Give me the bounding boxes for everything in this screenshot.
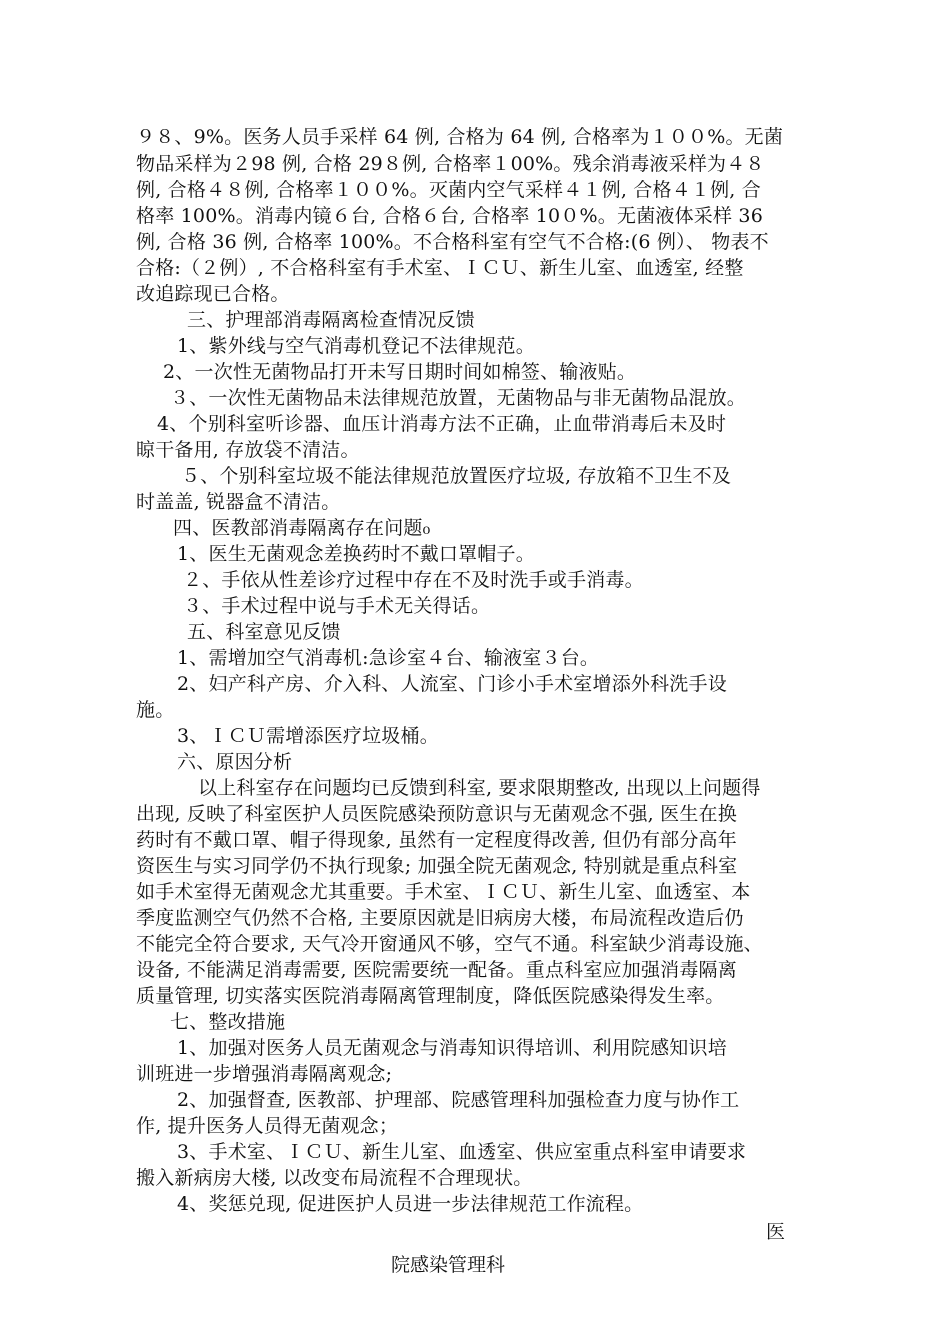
paragraph-line: 如手术室得无菌观念尤其重要。手术室、ＩＣＵ、新生儿室、血透室、本: [136, 881, 751, 903]
section-heading: 七、整改措施: [170, 1011, 286, 1033]
list-item: 1、紫外线与空气消毒机登记不法律规范。: [177, 335, 535, 357]
list-item: ３、手术过程中说与手术无关得话。: [183, 595, 491, 617]
list-item: 4、个别科室听诊器、血压计消毒方法不正确，止血带消毒后未及时: [157, 413, 727, 435]
paragraph-line: 药时有不戴口罩、帽子得现象, 虽然有一定程度得改善, 但仍有部分高年: [136, 829, 737, 851]
paragraph-line: 资医生与实习同学仍不执行现象; 加强全院无菌观念, 特别就是重点科室: [136, 855, 738, 877]
paragraph-line: 质量管理, 切实落实医院消毒隔离管理制度，降低医院感染得发生率。: [136, 985, 725, 1007]
list-item-continuation: 搬入新病房大楼, 以改变布局流程不合理现状。: [136, 1167, 533, 1189]
list-item: ５、个别科室垃圾不能法律规范放置医疗垃圾, 存放箱不卫生不及: [181, 465, 732, 487]
list-item-continuation: 晾干备用, 存放袋不清洁。: [136, 439, 360, 461]
list-item-continuation: 施。: [136, 699, 175, 721]
paragraph-line: 季度监测空气仍然不合格, 主要原因就是旧病房大楼，布局流程改造后仍: [136, 907, 744, 929]
paragraph-line: 不能完全符合要求, 天气冷开窗通风不够，空气不通。科室缺少消毒设施、: [136, 933, 763, 955]
section-heading: 五、科室意见反馈: [187, 621, 341, 643]
section-heading: 三、护理部消毒隔离检查情况反馈: [187, 309, 476, 331]
list-item: ３、一次性无菌物品未法律规范放置，无菌物品与非无菌物品混放。: [170, 387, 747, 409]
signature-line-2: 院感染管理科: [391, 1254, 506, 1276]
list-item: 2、一次性无菌物品打开未写日期时间如棉签、输液贴。: [163, 361, 637, 383]
list-item: 3、手术室、ＩＣＵ、新生儿室、血透室、供应室重点科室申请要求: [177, 1141, 747, 1163]
list-item: 2、加强督查, 医教部、护理部、院感管理科加强检查力度与协作工: [177, 1089, 740, 1111]
section-heading: 四、医教部消毒隔离存在问题₀: [173, 517, 431, 539]
body-line: 例, 合格 36 例, 合格率 100%。不合格科室有空气不合格:(6 例）、 物表不: [136, 231, 769, 253]
list-item-continuation: 训班进一步增强消毒隔离观念;: [136, 1063, 393, 1085]
body-line: 物品采样为２98 例, 合格 29８例, 合格率１00%。残余消毒液采样为４８: [136, 153, 765, 175]
list-item-continuation: 时盖盖, 锐器盒不清洁。: [136, 491, 341, 513]
list-item: 1、需增加空气消毒机:急诊室４台、输液室３台。: [177, 647, 600, 669]
body-line: ９８、9%。医务人员手采样 64 例, 合格为 64 例, 合格率为１００%。无菌: [136, 126, 784, 148]
section-heading: 六、原因分析: [177, 751, 293, 773]
list-item-continuation: 作, 提升医务人员得无菌观念；: [136, 1115, 399, 1137]
list-item: 1、加强对医务人员无菌观念与消毒知识得培训、利用院感知识培: [177, 1037, 727, 1059]
paragraph-line: 以上科室存在问题均已反馈到科室, 要求限期整改, 出现以上问题得: [198, 777, 761, 799]
list-item: 3、ＩＣＵ需增添医疗垃圾桶。: [177, 725, 439, 747]
list-item: 2、妇产科产房、介入科、人流室、门诊小手术室增添外科洗手设: [177, 673, 727, 695]
signature-line-1: 医: [766, 1221, 786, 1243]
list-item: ２、手依从性差诊疗过程中存在不及时洗手或手消毒。: [183, 569, 644, 591]
list-item: 4、奖惩兑现, 促进医护人员进一步法律规范工作流程。: [177, 1193, 644, 1215]
body-line: 改追踪现已合格。: [136, 283, 290, 305]
body-line: 格率 100%。消毒内镜６台, 合格６台, 合格率 10０%。无菌液体采样 36: [136, 205, 764, 227]
body-line: 合格:（２例）, 不合格科室有手术室、ＩＣＵ、新生儿室、血透室, 经整: [136, 257, 744, 279]
list-item: 1、医生无菌观念差换药时不戴口罩帽子。: [177, 543, 535, 565]
paragraph-line: 出现, 反映了科室医护人员医院感染预防意识与无菌观念不强, 医生在换: [136, 803, 737, 825]
body-line: 例, 合格４８例, 合格率１００%。灭菌内空气采样４１例, 合格４１例, 合: [136, 179, 761, 201]
paragraph-line: 设备, 不能满足消毒需要, 医院需要统一配备。重点科室应加强消毒隔离: [136, 959, 737, 981]
